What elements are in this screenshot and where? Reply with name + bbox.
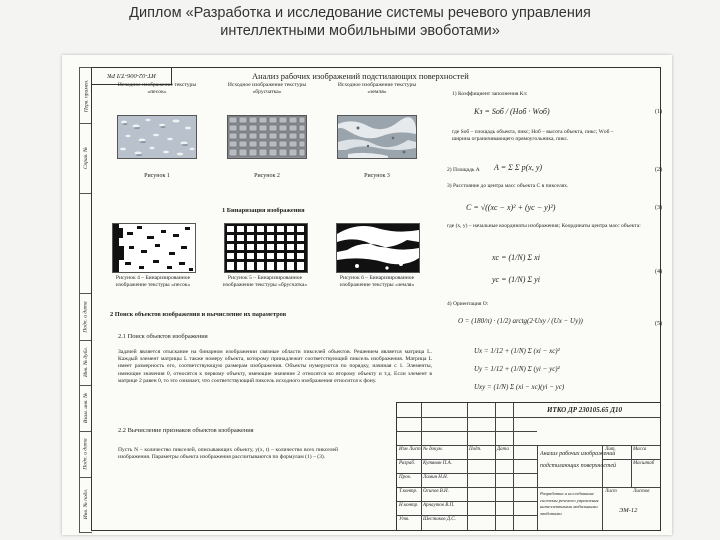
side-cell-2: Справ. № <box>80 123 92 194</box>
side-cell-3: Подп. и дата <box>80 293 92 341</box>
stamp-sheet-title-2: подстилающих поверхностей <box>540 463 617 469</box>
caption-4: Рисунок 4 – Бинаризированное изображение текстуры «песок» <box>115 275 191 288</box>
figure-3-label: Рисунок 3 <box>364 173 390 179</box>
formula-1: Kз = Sоб / (Hоб · Wоб) <box>474 107 550 116</box>
stamp-col-sheets: Листов <box>633 489 650 494</box>
stamp-row-5-role: Утв. <box>399 517 410 522</box>
section-2-2-heading: 2.2 Вычисление признаков объектов изображения <box>118 427 254 434</box>
stamp-doc-code: ИТКО ДР 230105.65 Д10 <box>547 406 623 414</box>
side-cell-5: Взам. инв. № <box>80 385 92 432</box>
eq-number-1: (1) <box>655 109 662 115</box>
side-cell-6: Подп. и дата <box>80 431 92 478</box>
caption-5: Рисунок 5 – Бинаризированное изображение текстуры «брусчатка» <box>222 275 308 288</box>
stamp-row-3-role: Т.контр. <box>399 489 418 494</box>
stamp-row-3-name: Осипов В.Н. <box>423 489 449 494</box>
slide-title-line-2: интеллектными мобильными эвоботами» <box>220 23 500 39</box>
stamp-col-scale: Масштаб <box>633 461 655 466</box>
cobblestone-texture-image <box>227 115 307 159</box>
formula-3: C = √((xс − x)² + (yс − y)²) <box>466 203 556 212</box>
stamp-col-mass: Масса <box>633 447 647 452</box>
stamp-col-sheet: Лист <box>605 489 617 494</box>
sand-binarized-image <box>112 223 196 273</box>
formula-6c: Uxy = (1/N) Σ (xi − xс)(yi − yс) <box>474 383 565 391</box>
stamp-row-4-name: Арнаутов В.П. <box>423 503 455 508</box>
stamp-col-lit: Лит. <box>605 447 616 452</box>
section-2-2-text: Пусть N – количество пикселей, описывающих объекту, y(x, t) – количество всех пикселей изображения. Параметры объекта изображения рассчитываются по формулам (1) – (3). <box>118 447 338 461</box>
soil-texture-image <box>337 115 417 159</box>
rotated-code: ИТ-02-006-ТЛ РК <box>106 72 156 79</box>
item-3-note: где (x, y) – начальные координаты изображения; Координаты центра масс объекта: <box>447 223 641 229</box>
item-1-text: 1) Коэффициент заполнения Kз: <box>452 91 528 97</box>
caption-2: Исходное изображение текстуры «брусчатка» <box>227 82 307 95</box>
stamp-sheet-title-1: Анализ рабочих изображений <box>540 451 616 457</box>
formula-6a: Ux = 1/12 + (1/N) Σ (xi − xс)² <box>474 347 560 355</box>
item-1-note: где Sоб – площадь объекта, пикс; Hоб – высота объекта, пикс; Wоб – ширина ограничивающего прямоугольника, пикс. <box>452 129 614 142</box>
section-2-heading: 2 Поиск объектов изображения и вычисление их параметров <box>110 311 287 318</box>
section-2-1-heading: 2.1 Поиск объектов изображения <box>118 333 208 340</box>
stamp-col-doc: № докум. <box>423 447 443 452</box>
formula-4b: yс = (1/N) Σ yi <box>492 275 540 284</box>
side-cell-7: Инв. № подл. <box>83 488 90 520</box>
eq-number-5: (5) <box>655 321 662 327</box>
stamp-row-0: Изм Лист <box>399 447 421 452</box>
figure-1-label: Рисунок 1 <box>144 173 170 179</box>
item-3-text: 3) Расстояние до центра масс объекта C в пикселях. <box>447 183 569 189</box>
engineering-drawing-sheet <box>62 55 672 535</box>
stamp-row-5-name: Шестаков Д.С. <box>423 517 456 522</box>
sheet-title: Анализ рабочих изображений подстилающих поверхностей <box>252 71 469 81</box>
stamp-row-1-role: Разраб. <box>399 461 416 466</box>
soil-binarized-image <box>336 223 420 273</box>
stamp-org: Разработка и исследование системы речевого управления интеллектными мобильными эвоботами <box>540 491 599 516</box>
figure-2-label: Рисунок 2 <box>254 173 280 179</box>
stamp-col-date: Дата <box>497 447 509 452</box>
title-block <box>396 402 660 530</box>
side-cell-4: Инв. № дубл. <box>80 339 92 386</box>
stamp-row-1-name: Кутявин П.А. <box>423 461 452 466</box>
formula-2: A = Σ Σ p(x, y) <box>494 163 543 172</box>
caption-3: Исходное изображение текстуры «земля» <box>337 82 417 95</box>
eq-number-3: (3) <box>655 205 662 211</box>
stamp-col-sign: Подп. <box>469 447 482 452</box>
slide-title-line-1: Диплом «Разработка и исследование системы речевого управления <box>129 5 591 21</box>
stamp-row-4-role: Н.контр. <box>399 503 419 508</box>
eq-number-2: (2) <box>655 167 662 173</box>
side-cell-1: Перв. примен. <box>80 68 92 124</box>
sand-texture-image <box>117 115 197 159</box>
formula-6b: Uy = 1/12 + (1/N) Σ (yi − yс)² <box>474 365 560 373</box>
formula-4a: xс = (1/N) Σ xi <box>492 253 540 262</box>
binarization-heading: 1 Бинаризация изображения <box>222 207 305 214</box>
stamp-group: ЭМ-12 <box>619 507 638 514</box>
stamp-row-2-role: Пров. <box>399 475 412 480</box>
eq-number-4: (4) <box>655 269 662 275</box>
caption-6: Рисунок 6 – Бинаризированное изображение текстуры «земля» <box>339 275 415 288</box>
stamp-row-2-name: Ламин Н.Н. <box>423 475 449 480</box>
cobblestone-binarized-image <box>224 223 308 273</box>
slide-title <box>0 4 720 40</box>
caption-1: Исходное изображение текстуры «песок» <box>117 82 197 95</box>
section-2-1-text: Задачей является отыскание на бинарном изображении связные области пикселей объектов. Решением является матрица L. Каждый элемент матрицы L также номеру объекта, которому принадлежит соответствующий пиксель изображения. Матрица L имеет размерность его, соответствующую размерам изображения. Объекты нумеруются по порядку, начиная с 1. Элементы, имеющие значения 0, относятся к первому объекту, имеющие значение 2 относятся ко второму объекту и т.д. Если элемент в матрице 2 равен 0, то это означает, что соответствующий пиксель исходного изображения относится к фону. <box>118 349 432 384</box>
formula-5: O = (180/π) · (1/2) arctg(2·Uxy / (Ux − Uy)) <box>458 317 583 325</box>
item-2-text: 2) Площадь A <box>447 167 480 173</box>
item-4-text: 4) Ориентация O: <box>447 301 489 307</box>
